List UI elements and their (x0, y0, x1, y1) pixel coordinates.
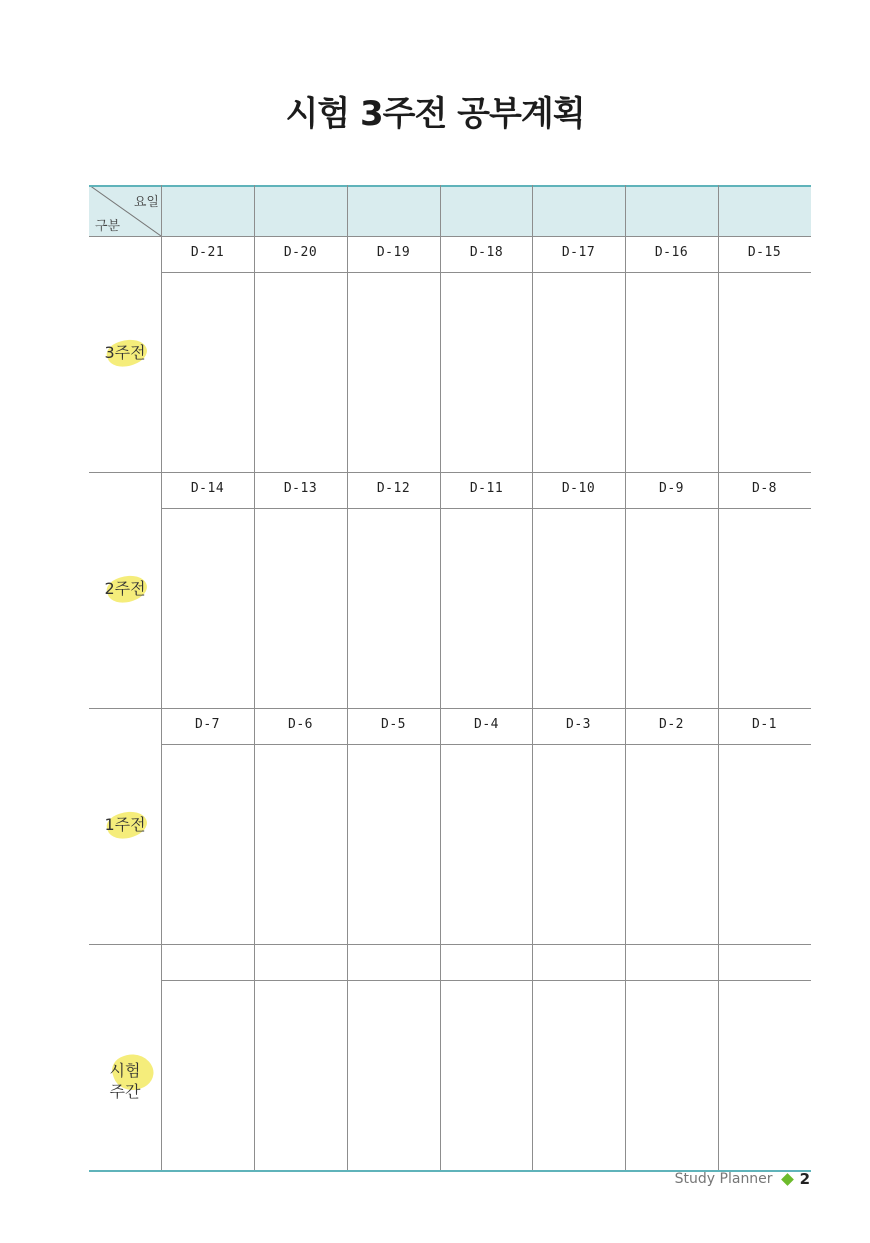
column-divider (718, 185, 719, 1170)
day-label: D-9 (659, 481, 684, 496)
day-label: D-15 (747, 245, 782, 260)
column-divider (440, 185, 441, 1170)
header-row (89, 185, 811, 236)
day-label: D-10 (561, 481, 596, 496)
day-label: D-18 (469, 245, 504, 260)
header-bottom-line (89, 236, 811, 237)
day-label: D-13 (283, 481, 318, 496)
day-row-line (161, 744, 811, 745)
column-divider (347, 185, 348, 1170)
day-label: D-12 (376, 481, 411, 496)
column-divider (161, 185, 162, 1170)
week-divider (89, 944, 811, 945)
day-label: D-7 (195, 717, 220, 732)
page-number: 2 (799, 1170, 810, 1188)
day-label: D-1 (752, 717, 777, 732)
week-label: 3주전 (104, 343, 146, 362)
day-label: D-20 (283, 245, 318, 260)
week-divider (89, 472, 811, 473)
day-row-line (161, 272, 811, 273)
day-label: D-5 (381, 717, 406, 732)
day-label: D-17 (561, 245, 596, 260)
day-row-line (161, 508, 811, 509)
week-divider (89, 708, 811, 709)
page-title: 시험 3주전 공부계획 (285, 94, 585, 134)
week-label (89, 1060, 161, 1102)
day-label: D-8 (752, 481, 777, 496)
day-label: D-14 (190, 481, 225, 496)
footer-text: Study Planner (674, 1171, 773, 1187)
footer (675, 1170, 810, 1188)
table-top-border (89, 185, 811, 187)
week-label-line2: 주간 (109, 1082, 141, 1101)
week-label: 2주전 (104, 579, 146, 598)
column-divider (254, 185, 255, 1170)
day-label: D-21 (190, 245, 225, 260)
day-label: D-4 (474, 717, 499, 732)
day-label: D-2 (659, 717, 684, 732)
planner-table (89, 185, 811, 1172)
corner-label-day: 요일 (133, 195, 159, 210)
diamond-icon (781, 1173, 794, 1186)
day-label: D-16 (654, 245, 689, 260)
week-label-line1: 시험 (109, 1061, 141, 1080)
day-label: D-11 (469, 481, 504, 496)
week-label: 1주전 (104, 815, 146, 834)
day-row-line (161, 980, 811, 981)
day-label: D-6 (288, 717, 313, 732)
corner-label-category: 구분 (95, 219, 121, 234)
day-label: D-19 (376, 245, 411, 260)
day-label: D-3 (566, 717, 591, 732)
column-divider (625, 185, 626, 1170)
column-divider (532, 185, 533, 1170)
